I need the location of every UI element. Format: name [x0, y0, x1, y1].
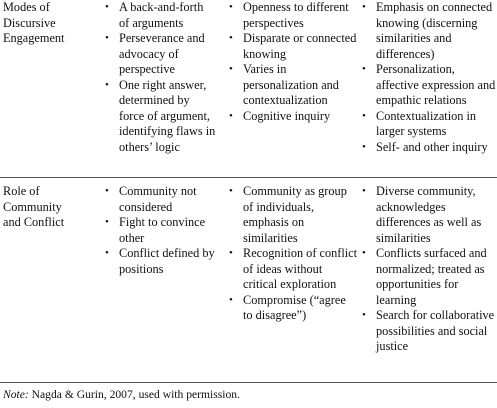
- bullet-icon: •: [362, 140, 366, 153]
- bullet-icon: •: [362, 185, 366, 197]
- list-item-text: Self- and other inquiry: [376, 139, 488, 154]
- bullet-icon: •: [105, 247, 109, 259]
- table-cell: [361, 184, 497, 355]
- list-item-text: Search for collaborative possibilities and social justice: [376, 308, 495, 353]
- list-item: [361, 62, 497, 109]
- bullet-list: [104, 184, 216, 277]
- list-item: [104, 246, 216, 277]
- list-item-text: A back-and-forth of arguments: [119, 0, 204, 30]
- bullet-icon: •: [229, 63, 233, 75]
- list-item-text: Disparate or connected knowing: [243, 31, 357, 61]
- bullet-list: [104, 0, 216, 155]
- row-divider: [0, 177, 497, 178]
- list-item: [361, 0, 497, 62]
- row-label-line: Community: [3, 199, 62, 214]
- bullet-icon: •: [362, 109, 366, 122]
- bullet-icon: •: [229, 185, 233, 197]
- bullet-list: [228, 0, 358, 124]
- list-item-text: Varies in personalization and contextualization: [243, 62, 339, 107]
- row-label: [3, 0, 101, 47]
- bullet-icon: •: [229, 109, 233, 122]
- bullet-icon: •: [105, 78, 109, 91]
- list-item-text: Perseverance and advocacy of perspective: [119, 31, 205, 76]
- list-item-text: Conflict defined by positions: [119, 246, 215, 276]
- list-item-text: Contextualization in larger systems: [376, 108, 477, 138]
- table-bottom-rule: [0, 382, 497, 383]
- list-item: [228, 109, 358, 125]
- list-item-text: Recognition of conflict of ideas without critical exploration: [243, 246, 358, 291]
- list-item: [104, 215, 216, 246]
- list-item: [228, 246, 358, 293]
- bullet-icon: •: [105, 216, 109, 228]
- list-item: [104, 0, 216, 31]
- list-item: [104, 31, 216, 78]
- table-note: [3, 388, 240, 402]
- list-item-text: Cognitive inquiry: [243, 108, 331, 123]
- list-item-text: Fight to convince other: [119, 215, 206, 245]
- list-item: [228, 0, 358, 31]
- bullet-list: [361, 0, 497, 155]
- table-row: [0, 0, 497, 172]
- bullet-icon: •: [362, 63, 366, 75]
- bullet-icon: •: [362, 247, 366, 259]
- table-row: [0, 184, 497, 384]
- table-cell: [228, 0, 358, 124]
- list-item: [228, 293, 358, 324]
- list-item-text: Compromise (“agree to disagree”): [243, 292, 346, 322]
- list-item-text: One right answer, determined by force of argument, identifying flaws in others’ logic: [119, 77, 216, 154]
- list-item: [228, 184, 358, 246]
- row-label-line: Role of: [3, 184, 40, 198]
- row-label: [3, 184, 101, 231]
- row-label-line: Modes of: [3, 0, 50, 14]
- bullet-icon: •: [105, 1, 109, 13]
- bullet-icon: •: [105, 32, 109, 44]
- table-cell: [104, 184, 216, 277]
- table-cell: [361, 0, 497, 155]
- list-item: [361, 184, 497, 246]
- list-item: [228, 31, 358, 62]
- bullet-icon: •: [105, 185, 109, 197]
- list-item-text: Emphasis on connected knowing (discerning similarities and differences): [376, 0, 493, 61]
- bullet-list: [228, 184, 358, 324]
- list-item-text: Diverse community, acknowledges differences as well as similarities: [376, 184, 482, 245]
- row-label-line: and Conflict: [3, 215, 65, 229]
- bullet-icon: •: [229, 293, 233, 306]
- bullet-icon: •: [362, 309, 366, 321]
- list-item: [104, 78, 216, 156]
- bullet-list: [361, 184, 497, 355]
- list-item: [228, 62, 358, 109]
- bullet-icon: •: [229, 1, 233, 13]
- note-text: Nagda & Gurin, 2007, used with permission.: [28, 388, 241, 401]
- list-item-text: Openness to different perspectives: [243, 0, 349, 30]
- row-label-line: Engagement: [3, 31, 65, 45]
- list-item: [361, 109, 497, 140]
- list-item-text: Community as group of individuals, emphasis on similarities: [243, 184, 347, 245]
- list-item: [361, 140, 497, 156]
- list-item-text: Community not considered: [119, 184, 197, 214]
- row-label-line: Discursive: [3, 15, 56, 30]
- list-item: [361, 308, 497, 355]
- list-item-text: Conflicts surfaced and normalized; treated as opportunities for learning: [376, 246, 487, 307]
- table-cell: [228, 184, 358, 324]
- table-cell: [104, 0, 216, 155]
- note-prefix: Note:: [3, 388, 29, 401]
- list-item: [361, 246, 497, 308]
- bullet-icon: •: [362, 1, 366, 13]
- bullet-icon: •: [229, 32, 233, 44]
- list-item: [104, 184, 216, 215]
- bullet-icon: •: [229, 247, 233, 259]
- list-item-text: Personalization, affective expression and empathic relations: [376, 62, 496, 107]
